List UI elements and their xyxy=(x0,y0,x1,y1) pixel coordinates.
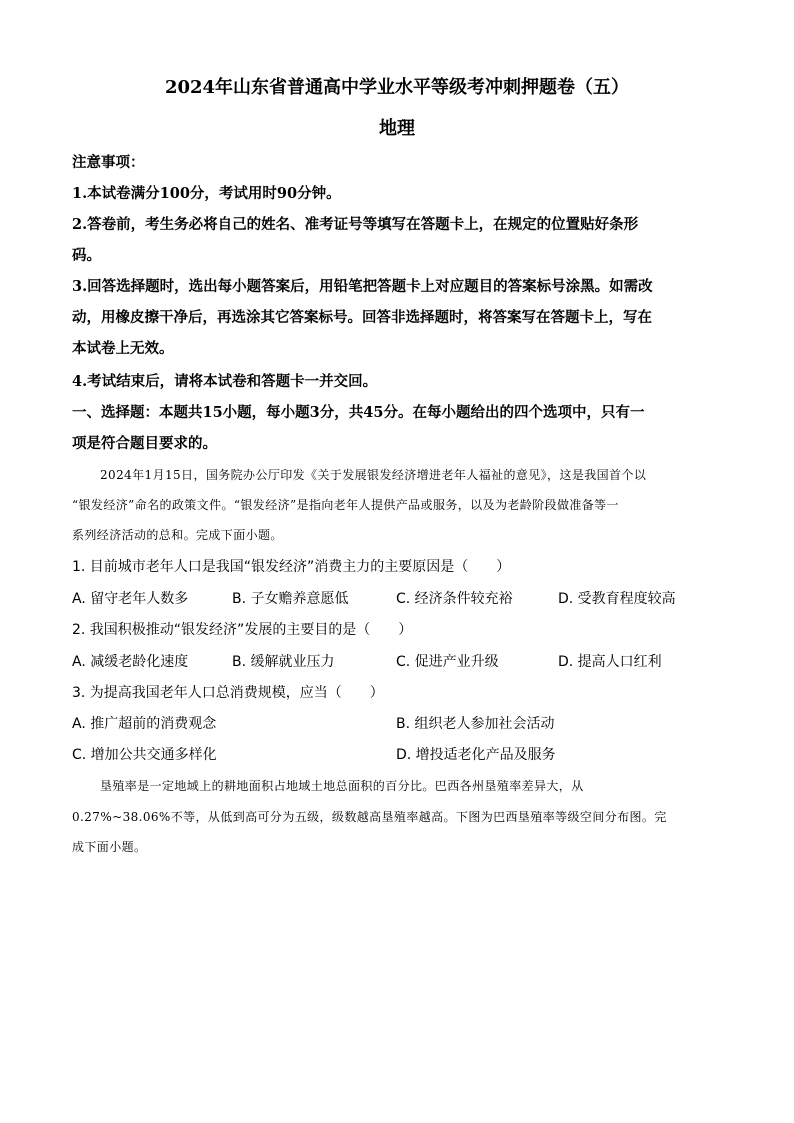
subject-title: 地理 xyxy=(379,118,415,139)
question-2-option-c: C. 促进产业升级 xyxy=(396,654,499,670)
section-heading-line-2: 项是符合题目要求的。 xyxy=(72,435,217,452)
exam-title: 2024年山东省普通高中学业水平等级考冲刺押题卷（五） xyxy=(164,77,630,98)
question-2-option-b: B. 缓解就业压力 xyxy=(232,654,335,670)
notice-line-6: 本试卷上无效。 xyxy=(72,340,174,357)
notice-line-2: 2.答卷前，考生务必将自己的姓名、准考证号等填写在答题卡上，在规定的位置贴好条形 xyxy=(72,216,639,233)
notice-line-7: 4.考试结束后，请将本试卷和答题卡一并交回。 xyxy=(72,373,378,390)
question-3-option-c: C. 增加公共交通多样化 xyxy=(72,747,217,763)
section-heading-line-1: 一、选择题：本题共15小题，每小题3分，共45分。在每小题给出的四个选项中，只有一 xyxy=(72,404,645,421)
notice-line-5: 动，用橡皮擦干净后，再选涂其它答案标号。回答非选择题时，将答案写在答题卡上，写在 xyxy=(72,309,652,326)
question-1-option-a: A. 留守老年人数多 xyxy=(72,591,189,607)
notice-line-4: 3.回答选择题时，选出每小题答案后，用铅笔把答题卡上对应题目的答案标号涂黑。如需改 xyxy=(72,278,653,295)
question-2-option-d: D. 提高人口红利 xyxy=(558,654,662,670)
notice-line-1: 1.本试卷满分100分，考试用时90分钟。 xyxy=(72,185,341,202)
notice-line-3: 码。 xyxy=(72,247,101,264)
question-1-option-d: D. 受教育程度较高 xyxy=(558,591,676,607)
passage-2-line-2: 0.27%~38.06%不等，从低到高可分为五级，级数越高垦殖率越高。下图为巴西垦殖率等级空间分布图。完 xyxy=(72,810,667,824)
question-1-option-b: B. 子女赡养意愿低 xyxy=(232,591,349,607)
passage-2-line-1: 垦殖率是一定地域上的耕地面积占地域土地总面积的百分比。巴西各州垦殖率差异大，从 xyxy=(100,779,584,793)
question-2-stem: 2. 我国积极推动“银发经济”发展的主要目的是（ ） xyxy=(72,622,413,638)
passage-2-line-3: 成下面小题。 xyxy=(72,840,147,854)
question-3-option-d: D. 增投适老化产品及服务 xyxy=(396,747,556,763)
question-3-option-a: A. 推广超前的消费观念 xyxy=(72,716,217,732)
question-1-option-c: C. 经济条件较充裕 xyxy=(396,591,513,607)
passage-1-line-2: “银发经济”命名的政策文件。“银发经济”是指向老年人提供产品或服务，以及为老龄阶段做准备等一 xyxy=(72,498,619,512)
question-3-stem: 3. 为提高我国老年人口总消费规模，应当（ ） xyxy=(72,685,384,701)
passage-1-line-1: 2024年1月15日，国务院办公厅印发《关于发展银发经济增进老年人福祉的意见》，这是我国首个以 xyxy=(100,468,647,482)
question-3-option-b: B. 组织老人参加社会活动 xyxy=(396,716,555,732)
notice-heading: 注意事项： xyxy=(72,154,145,171)
passage-1-line-3: 系列经济活动的总和。完成下面小题。 xyxy=(72,528,283,542)
question-1-stem: 1. 目前城市老年人口是我国“银发经济”消费主力的主要原因是（ ） xyxy=(72,559,511,575)
question-2-option-a: A. 减缓老龄化速度 xyxy=(72,654,189,670)
